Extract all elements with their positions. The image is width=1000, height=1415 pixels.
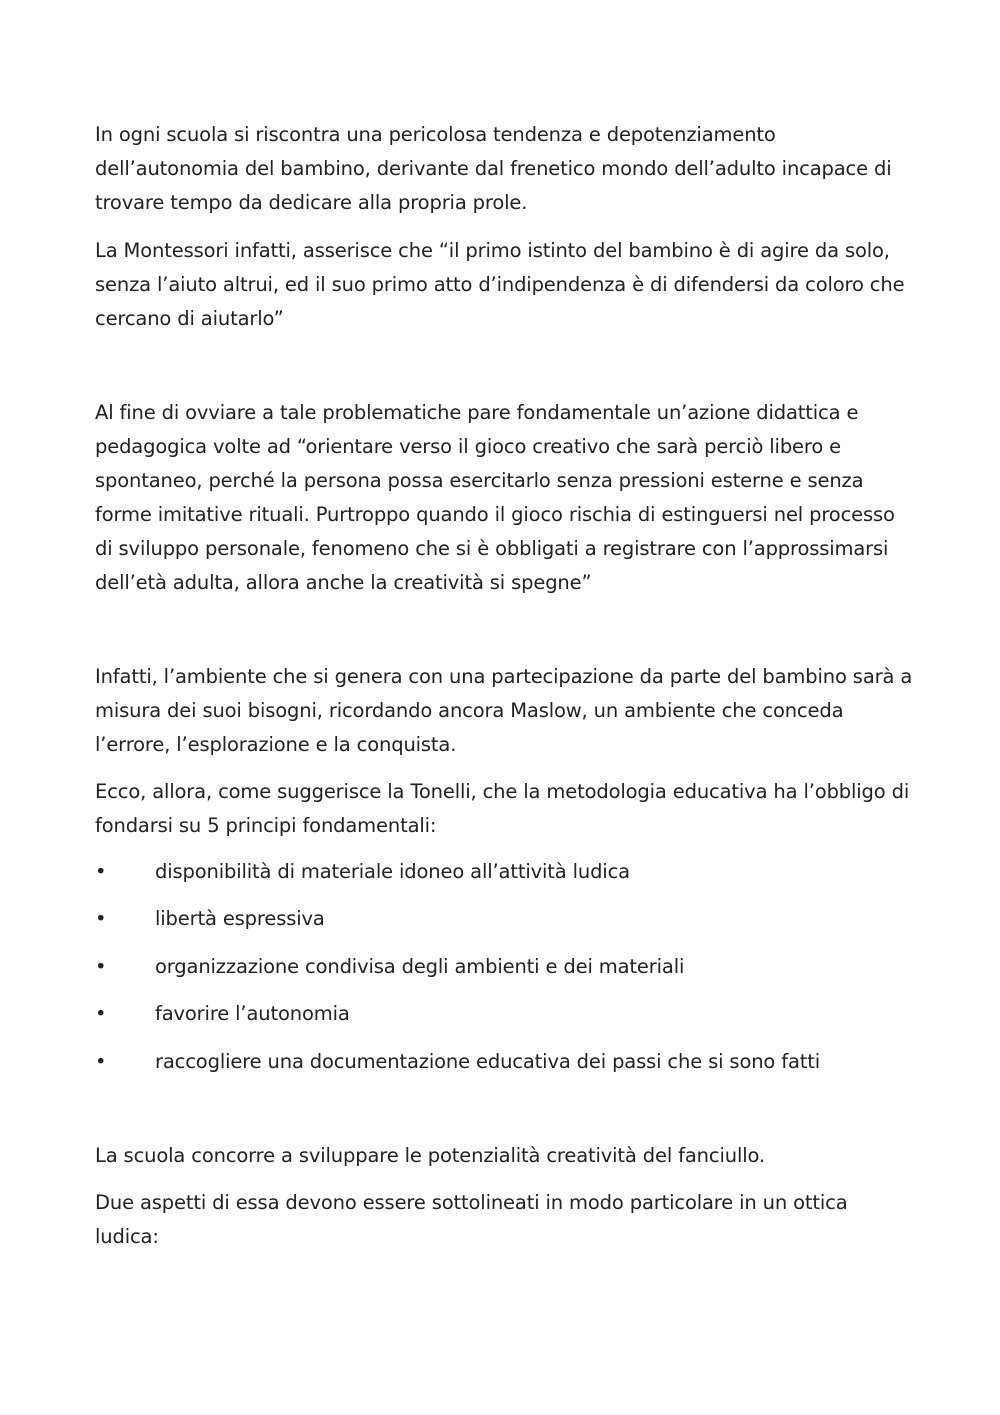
- list-item: [95, 997, 915, 1031]
- list-item-text: disponibilità di materiale idoneo all’attività ludica: [155, 860, 630, 883]
- list-item: [95, 902, 915, 936]
- list-item: [95, 855, 915, 889]
- bullet-icon: •: [95, 907, 107, 930]
- bullet-icon: •: [95, 860, 107, 883]
- list-item-text: favorire l’autonomia: [155, 1002, 350, 1025]
- paragraph-environment: Infatti, l’ambiente che si genera con una partecipazione da parte del bambino sarà a misura dei suoi bisogni, ricordando ancora Maslow, un ambiente che conceda l’errore, l’esplorazione e la conquista.: [95, 665, 913, 756]
- bullet-icon: •: [95, 955, 107, 978]
- paragraph-montessori-quote: La Montessori infatti, asserisce che “il primo istinto del bambino è di agire da solo, senza l’aiuto altrui, ed il suo primo atto d’indipendenza è di difendersi da coloro che cercano di aiutarlo”: [95, 239, 905, 330]
- paragraph-two-aspects: Due aspetti di essa devono essere sottolineati in modo particolare in un ottica ludica:: [95, 1191, 848, 1248]
- bullet-icon: •: [95, 1002, 107, 1025]
- list-item: [95, 950, 915, 984]
- list-item: [95, 1045, 915, 1079]
- paragraph-school-creativity: La scuola concorre a sviluppare le potenzialità creatività del fanciullo.: [95, 1144, 765, 1167]
- list-item-text: raccogliere una documentazione educativa dei passi che si sono fatti: [155, 1050, 821, 1073]
- bullet-icon: •: [95, 1050, 107, 1073]
- paragraph-autonomy: In ogni scuola si riscontra una pericolosa tendenza e depotenziamento dell’autonomia del bambino, derivante dal frenetico mondo dell’adulto incapace di trovare tempo da dedicare alla propria prole.: [95, 123, 892, 214]
- list-item-text: libertà espressiva: [155, 907, 325, 930]
- paragraph-tonelli-principles: Ecco, allora, come suggerisce la Tonelli, che la metodologia educativa ha l’obbligo di fondarsi su 5 principi fondamentali:: [95, 780, 910, 837]
- paragraph-creative-play: Al fine di ovviare a tale problematiche pare fondamentale un’azione didattica e pedagogica volte ad “orientare verso il gioco creativo che sarà perciò libero e spontaneo, perché la persona possa esercitarlo senza pressioni esterne e senza forme imitative rituali. Purtroppo quando il gioco rischia di estinguersi nel processo di sviluppo personale, fenomeno che si è obbligati a registrare con l’approssimarsi dell’età adulta, allora anche la creatività si spegne”: [95, 401, 895, 594]
- list-item-text: organizzazione condivisa degli ambienti e dei materiali: [155, 955, 685, 978]
